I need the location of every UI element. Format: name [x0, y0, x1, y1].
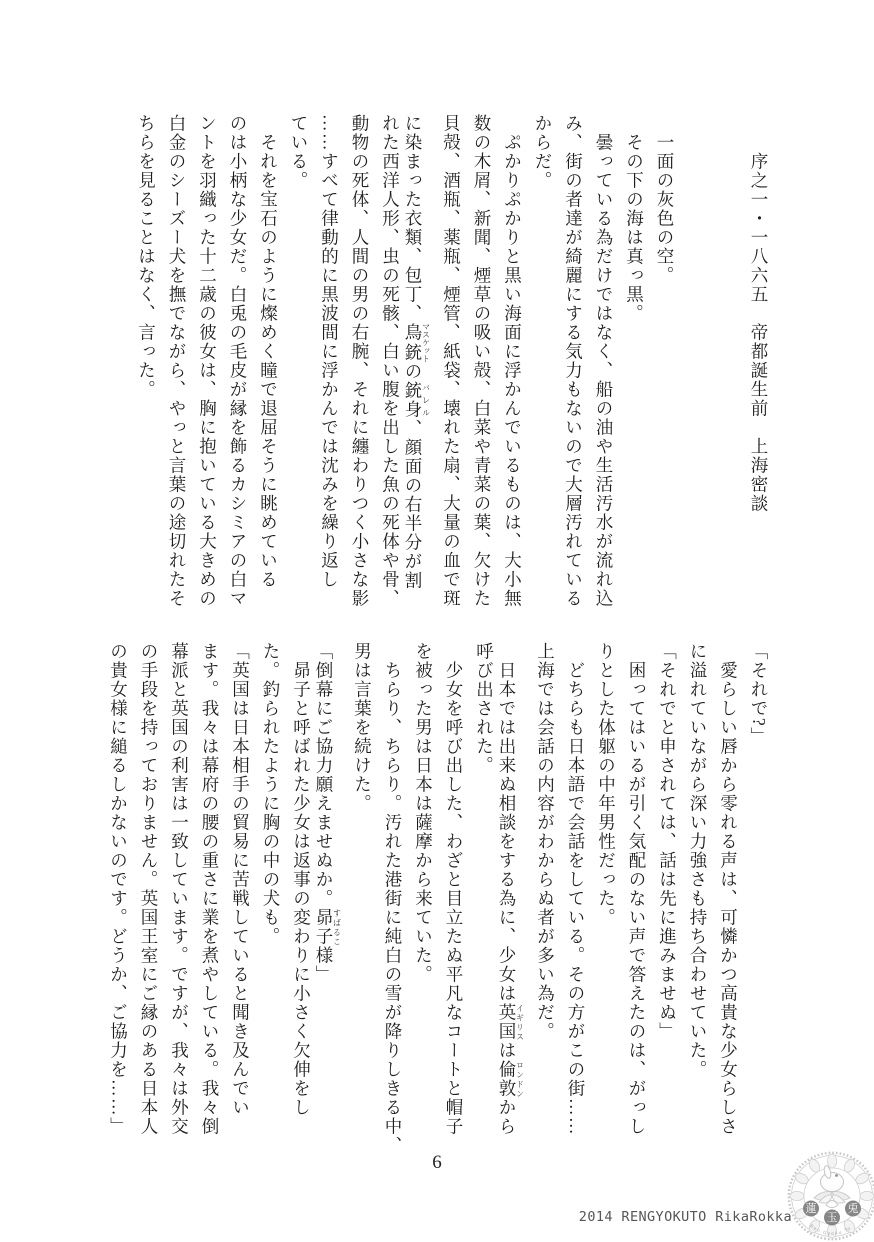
- text-line: ……すべて律動的に黒波間に浮かんでは沈みを繰り返し: [319, 114, 340, 589]
- text-line: どちらも日本語で会話をしている。その方がこの街……: [566, 661, 586, 1136]
- seal-kanji-bottom: 玉: [826, 1212, 838, 1225]
- text-line: 「英国は日本相手の貿易に苦戦していると聞き及んでい: [230, 642, 251, 1117]
- text-line: 日本では出来ぬ相談をする為に、少女は英国イギリスは倫敦ロンドンから: [497, 661, 525, 1136]
- text-line: に染まった衣類、包丁、鳥銃マスケットの銃身バレル、顔面の右半分が割: [403, 114, 431, 590]
- text-line: れた西洋人形、虫の死骸、白い腹を出した魚の死体や骨、: [380, 114, 401, 608]
- text-line: ントを羽織った十二歳の彼女は、胸に抱いている大きめの: [197, 114, 218, 608]
- text-line: 愛らしい唇から零れる声は、可憐かつ高貴な少女らしさ: [718, 661, 739, 1136]
- ruby-annotated-word: 昴子すばるこ: [314, 908, 342, 946]
- text-line: それを宝石のように燦めく瞳で退屈そうに眺めている: [258, 133, 279, 589]
- text-line: ます。我々は幕府の腰の重さに業を煮やしている。我々倒: [200, 642, 220, 1136]
- text-line: 貝殻、酒瓶、薬瓶、煙管、紙袋、壊れた扇、大量の血で斑: [441, 114, 462, 608]
- text-line: その下の海は真っ黒。: [624, 133, 645, 323]
- text-line: りとした体躯の中年男性だった。: [596, 642, 617, 927]
- text-line: 男は言葉を続けた。: [352, 642, 373, 813]
- text-line: 「倒幕にご協力願えませぬか。昴子すばるこ様」: [314, 642, 342, 984]
- text-line: のは小柄な少女だ。白兎の毛皮が縁を飾るカシミアの白マ: [228, 114, 248, 608]
- text-line: ちらを見ることはなく、言った。: [136, 114, 157, 399]
- chapter-title: 序之一・一八六五 帝都誕生前 上海密談: [749, 152, 769, 513]
- text-line: を被った男は日本は薩摩から来ていた。: [413, 642, 434, 984]
- text-line: 「それでと申されては、話は先に進みませぬ」: [657, 642, 678, 1041]
- text-line: 少女を呼び出した、わざと目立たぬ平凡なコートと帽子: [444, 661, 464, 1136]
- top-text-block: [125, 114, 768, 608]
- copyright-text: 2014 RENGYOKUTO RikaRokka: [578, 1209, 792, 1225]
- ruby-annotated-word: 倫敦ロンドン: [497, 1060, 525, 1098]
- text-line: 困ってはいるが引く気配のない声で答えたのは、がっし: [627, 661, 647, 1136]
- circle-rabbit-stamp: [786, 1150, 874, 1242]
- text-line: からだ。: [533, 114, 553, 190]
- ruby-annotated-word: 鳥銃マスケット: [403, 322, 431, 363]
- ruby-annotated-word: 英国イギリス: [497, 1003, 525, 1041]
- text-line: み、街の者達が綺麗にする気力もないので大層汚れている: [563, 114, 584, 608]
- seal-kanji-left: 蓮: [805, 1203, 817, 1216]
- text-line: 曇っている為だけではなく、船の油や生活汚水が流れ込: [594, 133, 614, 608]
- text-line: 幕派と英国の利害は一致しています。ですが、我々は外交: [169, 642, 190, 1136]
- text-line: た。釣られたように胸の中の犬も。: [261, 642, 281, 946]
- stamp-roman-text: Ren Gyoku To: [808, 1223, 853, 1237]
- text-line: 動物の死体、人間の男の右腕、それに纏わりつく小さな影: [350, 114, 370, 608]
- seal-kanji-right: 兎: [847, 1203, 859, 1216]
- text-line: 上海では会話の内容がわからぬ者が多い為だ。: [535, 642, 556, 1041]
- text-line: ぷかりぷかりと黒い海面に浮かんでいるものは、大小無: [502, 133, 523, 608]
- text-line: 数の木屑、新聞、煙草の吸い殻、白菜や青菜の葉、欠けた: [472, 114, 492, 608]
- text-line: 一面の灰色の空。: [655, 133, 675, 285]
- bottom-text-block: [97, 642, 769, 1155]
- text-line: 「それで?」: [749, 642, 769, 747]
- text-line: に溢れていながら深い力強さも持ち合わせていた。: [688, 642, 708, 1079]
- ruby-annotated-word: 銃身バレル: [403, 381, 431, 419]
- text-line: の貴女様に縋るしかないのです。どうか、ご協力を……」: [108, 642, 129, 1136]
- text-line: の手段を持っておりません。英国王室にご縁のある日本人: [139, 642, 159, 1136]
- text-line: 呼び出された。: [474, 642, 495, 775]
- text-line: ちらり、ちらり。汚れた港街に純白の雪が降りしきる中、: [383, 661, 403, 1155]
- page-number: 6: [432, 1152, 442, 1173]
- text-line: 昴子と呼ばれた少女は返事の変わりに小さく欠伸をし: [291, 661, 312, 1117]
- text-line: 白金のシーズー犬を撫でながら、やっと言葉の途切れたそ: [167, 114, 187, 608]
- text-line: ている。: [289, 114, 309, 190]
